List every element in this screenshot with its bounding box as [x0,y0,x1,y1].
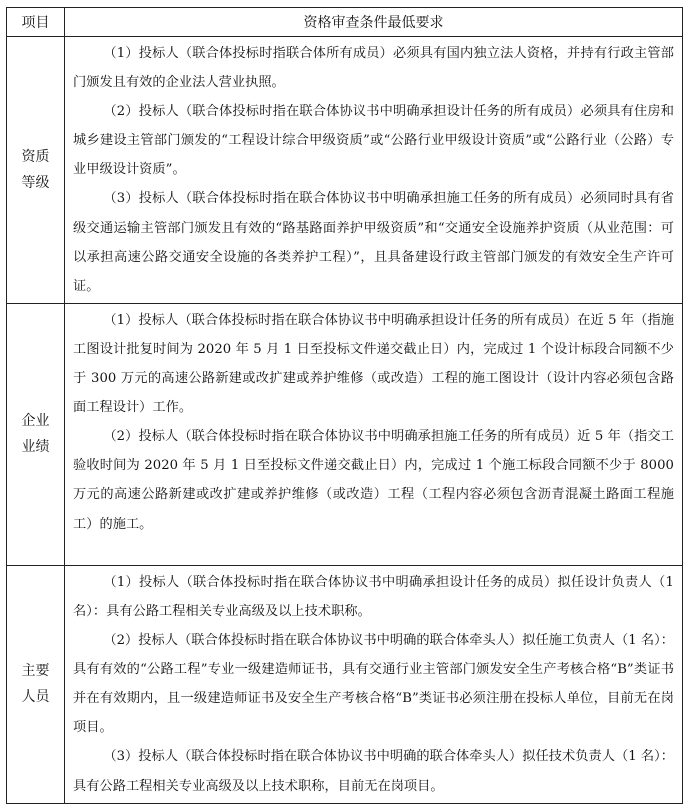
table-row [7,37,683,304]
row-content [65,303,683,565]
header-item: 项目 [7,8,65,37]
requirement-paragraph: （1）投标人（联合体投标时指在联合体协议书中明确承担设计任务的所有成员）在近 5 年（指施工图设计批复时间为 2020 年 5 月 1 日至投标文件递交截止日）内，完成过 1 个设计标段合同额不少于 300 万元的高速公路新建或改扩建或养护维修（或改造）工程的施工图设计（设计内容必须包含路面工程设计）工作。 [73,312,674,416]
table-row [7,565,683,803]
table-header-row [7,8,683,37]
row-category [7,303,65,565]
category-line: 企业 [21,413,50,430]
table-row [7,303,683,565]
requirement-paragraph: （2）投标人（联合体投标时指在联合体协议书中明确的联合体牵头人）拟任施工负责人（1 名）：具有有效的“公路工程”专业一级建造师证书，具有交通行业主管部门颁发安全生产考核合格“B”类证书并在有效期内，且一级建造师证书及安全生产考核合格“B”类证书必须注册在投标人单位，目前无在岗项目。 [73,633,674,736]
category-line: 业绩 [21,439,50,456]
category-line: 主要 [21,663,50,680]
row-content [65,37,683,304]
requirement-paragraph: （1）投标人（联合体投标时指联合体所有成员）必须具有国内独立法人资格，并持有行政主管部门颁发且有效的企业法人营业执照。 [73,46,674,91]
requirement-paragraph: （2）投标人（联合体投标时指在联合体协议书中明确承担设计任务的所有成员）必须具有住房和城乡建设主管部门颁发的“工程设计综合甲级资质”或“公路行业甲级设计资质”或“公路行业（公路）专业甲级设计资质”。 [73,104,674,178]
requirement-paragraph: （2）投标人（联合体投标时指在联合体协议书中明确承担施工任务的所有成员）近 5 年（指交工验收时间为 2020 年 5 月 1 日至投标文件递交截止日）内，完成过 1 个施工标段合同额不少于 8000 万元的高速公路新建或改扩建或养护维修（或改造）工程（工程内容必须包含沥青混凝土路面工程施工）的施工。 [73,429,674,532]
category-line: 等级 [21,174,50,191]
requirement-paragraph: （3）投标人（联合体投标时指在联合体协议书中明确承担施工任务的所有成员）必须同时具有省级交通运输主管部门颁发且有效的“路基路面养护甲级资质”和“交通安全设施养护资质（从业范围：可以承担高速公路交通安全设施的各类养护工程）”，且具备建设行政主管部门颁发的有效安全生产许可证。 [73,191,674,294]
category-line: 资质 [21,148,50,165]
requirement-paragraph: （1）投标人（联合体投标时指在联合体协议书中明确承担设计任务的成员）拟任设计负责人（1 名）：具有公路工程相关专业高级及以上技术职称。 [73,574,674,619]
requirement-paragraph: （3）投标人（联合体投标时指在联合体协议书中明确的联合体牵头人）拟任技术负责人（1 名）：具有公路工程相关专业高级及以上技术职称，目前无在岗项目。 [73,749,674,794]
row-content [65,565,683,803]
row-category [7,37,65,304]
header-requirement: 资格审查条件最低要求 [65,8,683,37]
qualification-table [6,7,683,804]
category-line: 人员 [21,689,50,706]
row-category [7,565,65,803]
